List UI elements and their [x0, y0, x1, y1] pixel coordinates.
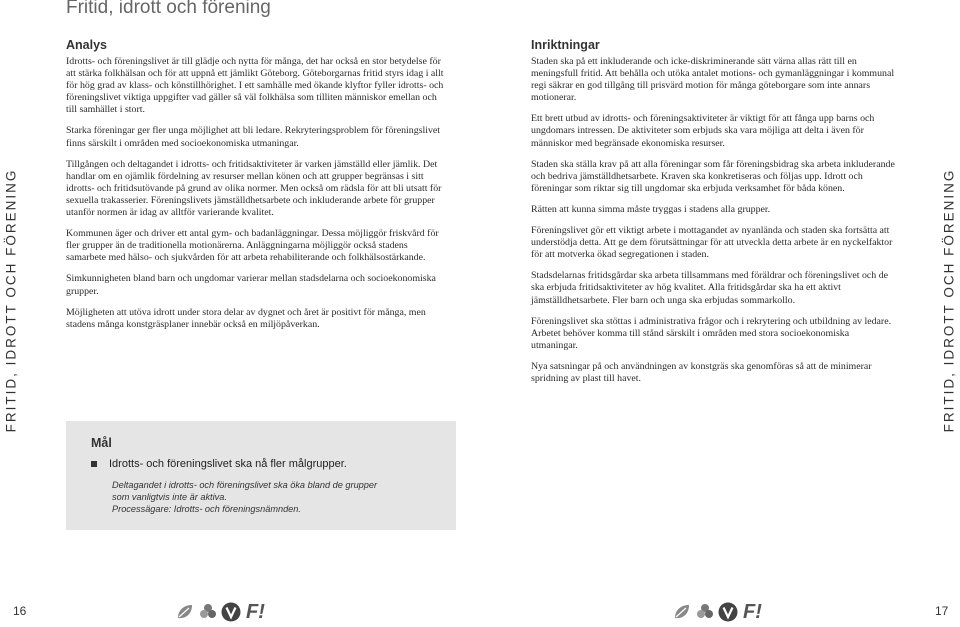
side-label-text: FRITID, IDROTT OCH FÖRENING	[941, 168, 957, 432]
page-title: Fritid, idrott och förening	[66, 0, 271, 18]
side-label-left	[0, 0, 22, 600]
party-logo-right	[672, 600, 762, 624]
side-label-text: FRITID, IDROTT OCH FÖRENING	[3, 168, 19, 432]
flower-logo-icon	[198, 602, 218, 622]
party-logo-left	[175, 600, 265, 624]
v-circle-logo-icon	[718, 602, 738, 622]
directions-paragraph: Stadsdelarnas fritidsgårdar ska arbeta tillsammans med föräldrar och föreningslivet och de ska erbjuda fritidsaktiviteter av hög kvalitet. Alla fritidsgårdar ska ha ett aktivt jämställdhetsarbete. Fler barn och unga ska erbjudas sommarkollo.	[531, 270, 889, 306]
page-number-left: 16	[13, 604, 27, 618]
analysis-column	[66, 38, 444, 340]
goal-item	[91, 458, 347, 470]
directions-paragraph: Staden ska ställa krav på att alla föreningar som får föreningsbidrag ska arbeta inkluderande och bedriva jämställdhetsarbete. Kraven ska konkretiseras och följas upp. Idrott och föreningar som riktar sig till ungdomar ska erbjuda verksamhet för båda könen.	[531, 158, 895, 194]
analysis-paragraph: Möjligheten att utöva idrott under stora delar av dygnet och året är positivt för många, men stadens många konstgräsplaner innebär också en miljöpåverkan.	[66, 306, 426, 330]
goal-note-line: Deltagandet i idrotts- och föreningslivet ska öka bland de grupper som vanligtvis inte är aktiva.	[112, 480, 378, 502]
analysis-paragraph: Simkunnigheten bland barn och ungdomar varierar mellan stadsdelarna och socioekonomiska grupper.	[66, 273, 436, 297]
directions-column	[531, 38, 896, 394]
directions-paragraph: Ett brett utbud av idrotts- och föreningsaktiviteter är viktigt för att fånga upp barns och ungdomars intressen. De aktiviteter som erbjuds ska vara möjliga att delta i även för människor med begränsade ekonomiska resurser.	[531, 113, 875, 149]
directions-paragraph: Föreningslivet gör ett viktigt arbete i mottagandet av nyanlända och staden ska fortsätta att understödja detta. Att ge dem förutsättningar för att utveckla detta arbete är en nyckelfaktor för att motverka ökad segregationen i staden.	[531, 225, 893, 261]
analysis-paragraph: Idrotts- och föreningslivet är till glädje och nytta för många, det har också en stor betydelse för att stärka folkhälsan och för att uppnå ett jämlikt Göteborg. Göteborgarnas fritid styrs idag i allt för hög grad av klass- och könstillhörighet. I ett samhälle med ökande klyftor fyller idrotts- och föreningslivet viktiga uppgifter vad gäller så väl folkhälsa som tilliten människor emellan och till samhället i stort.	[66, 56, 444, 116]
directions-paragraph: Rätten att kunna simma måste tryggas i stadens alla grupper.	[531, 203, 771, 215]
v-circle-logo-icon	[221, 602, 241, 622]
directions-paragraph: Nya satsningar på och användningen av konstgräs ska genomföras så att de minimerar spridning av plast till havet.	[531, 360, 872, 384]
directions-paragraph: Staden ska på ett inkluderande och icke-diskriminerande sätt värna allas rätt till en meningsfull fritid. Att behålla och utöka antalet motions- och gymanläggningar i kommunal regi säkrar en god tillgång till prisvärd motion för många göteborgare som inte annars motionerar.	[531, 56, 895, 104]
directions-paragraph: Föreningslivet ska stöttas i administrativa frågor och i rekrytering och utbildning av ledare. Arbetet behöver komma till stånd särskilt i områden med stora socioekonomiska utmaningar.	[531, 315, 892, 351]
analysis-paragraph: Starka föreningar ger fler unga möjlighet att bli ledare. Rekryteringsproblem för föreningslivet finns särskilt i områden med socioekonomiska utmaningar.	[66, 125, 441, 149]
side-label-right	[938, 0, 960, 600]
logo-text: F!	[743, 600, 762, 623]
logo-text: F!	[246, 600, 265, 623]
leaf-logo-icon	[175, 602, 195, 622]
page-number-right: 17	[935, 604, 949, 618]
directions-heading: Inriktningar	[531, 38, 600, 52]
flower-logo-icon	[695, 602, 715, 622]
goal-item-text: Idrotts- och föreningslivet ska nå fler målgrupper.	[109, 458, 347, 470]
analysis-heading: Analys	[66, 38, 107, 52]
analysis-paragraph: Tillgången och deltagandet i idrotts- och fritidsaktiviteter är varken jämställd eller jämlik. Det handlar om en ojämlik fördelning av resurser mellan könen och att grupper begränsas i sitt idrotts- och fritidsutövande på grund av olika normer. Men också om rädsla för att bli utsatt för sexuella trakasserier. Föreningslivets jämställdhetsarbete och inkluderande arbete för grupper utanför normen är idag av alltför varierande kvalitet.	[66, 158, 442, 219]
goal-box	[66, 421, 456, 530]
bullet-square-icon	[91, 461, 97, 467]
goal-title: Mål	[91, 436, 112, 450]
goal-note	[112, 480, 382, 515]
goal-note-owner: Processägare: Idrotts- och föreningsnämnden.	[112, 503, 301, 514]
analysis-paragraph: Kommunen äger och driver ett antal gym- och badanläggningar. Dessa möjliggör friskvård för fler grupper än de traditionella motionärerna. Anläggningarna möjliggör också stadens samarbete med hälso- och sjukvården för att arbeta rehabiliterande och folkhälsostärkande.	[66, 228, 439, 264]
leaf-logo-icon	[672, 602, 692, 622]
